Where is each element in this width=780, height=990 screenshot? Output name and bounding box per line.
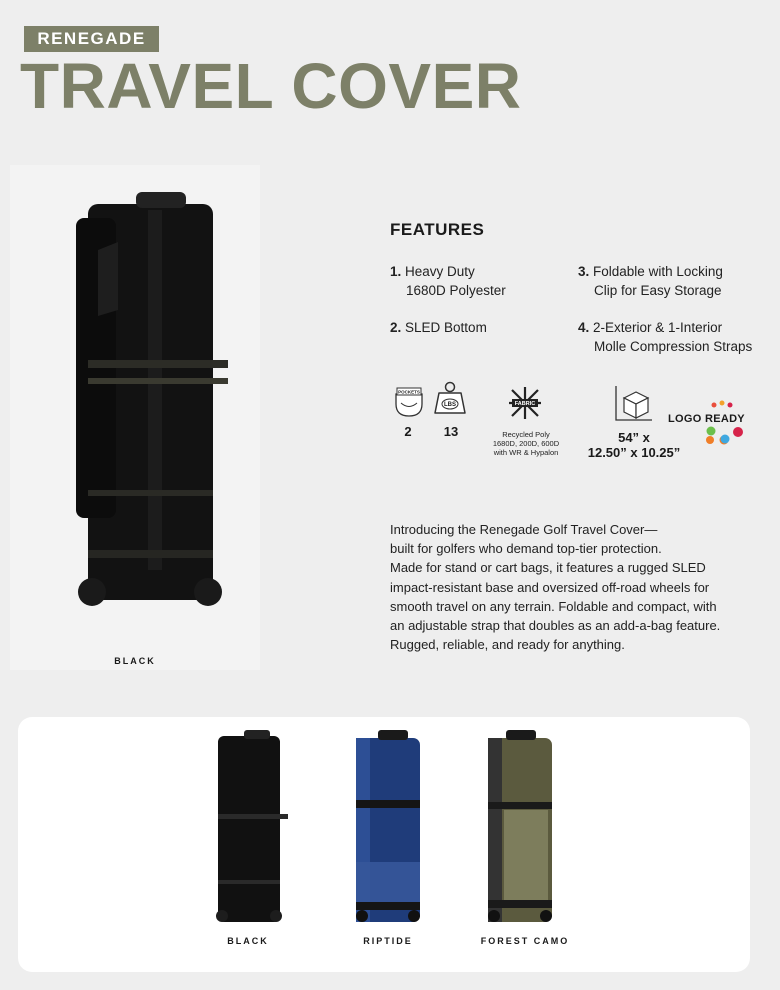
dimensions-line: 54” x [618, 430, 650, 445]
description-line: impact-resistant base and oversized off-road wheels for [390, 579, 710, 595]
description-line: an adjustable strap that doubles as an add-a-bag feature. [390, 618, 721, 634]
feature-text: SLED Bottom [405, 320, 487, 335]
feature-item [390, 262, 506, 300]
feature-text-line2: Molle Compression Straps [594, 339, 753, 354]
feature-item [390, 318, 487, 337]
weight-icon [432, 380, 468, 416]
variant-bag-riptide [348, 730, 428, 925]
description-line: built for golfers who demand top-tier protection. [390, 541, 662, 557]
feature-number: 2. [390, 320, 402, 335]
feature-text-line2: Clip for Easy Storage [594, 283, 722, 298]
feature-number: 3. [578, 264, 590, 279]
feature-text: Foldable with Locking [593, 264, 723, 279]
description-line: smooth travel on any terrain. Foldable and compact, with [390, 598, 717, 614]
variant-caption-black: BLACK [227, 936, 269, 946]
fabric-text-line: 1680D, 200D, 600D [492, 439, 560, 448]
brand-badge: RENEGADE [24, 26, 159, 52]
description-line: Introducing the Renegade Golf Travel Cover— [390, 522, 658, 537]
hero-caption: BLACK [114, 656, 156, 666]
variant-caption-forest-camo: FOREST CAMO [480, 936, 570, 946]
fabric-icon [506, 384, 544, 422]
description-line: Made for stand or cart bags, it features a rugged SLED [390, 560, 706, 576]
fabric-text-line: Recycled Poly [502, 430, 550, 439]
dimensions-icon [612, 384, 656, 424]
hero-bag-image [58, 190, 228, 610]
pockets-icon [394, 386, 424, 418]
pockets-label: POCKETS [398, 389, 420, 395]
fabric-text-line: with WR & Hypalon [493, 448, 559, 457]
fabric-label: FABRIC [514, 401, 536, 408]
page-title: TRAVEL COVER [20, 50, 522, 122]
variant-bag-forest-camo [480, 730, 560, 925]
feature-text: Heavy Duty [405, 264, 475, 279]
description-line: Rugged, reliable, and ready for anything. [390, 637, 625, 653]
features-heading: FEATURES [390, 220, 485, 239]
feature-item [578, 262, 723, 300]
logo-ready-label: LOGO READY [668, 413, 745, 425]
pockets-value: 2 [404, 424, 412, 439]
fabric-text [476, 430, 576, 457]
weight-value: 13 [443, 424, 459, 439]
feature-number: 4. [578, 320, 590, 335]
feature-number: 1. [390, 264, 402, 279]
dimensions-line: 12.50” x 10.25” [587, 445, 681, 460]
feature-text-line2: 1680D Polyester [406, 283, 506, 298]
feature-item [578, 318, 752, 356]
variant-bag-black [208, 730, 288, 925]
feature-text: 2-Exterior & 1-Interior [593, 320, 723, 335]
weight-label: LBS [444, 402, 456, 408]
variant-caption-riptide: RIPTIDE [363, 936, 413, 946]
dimensions-text [574, 430, 694, 460]
product-description [390, 520, 760, 654]
